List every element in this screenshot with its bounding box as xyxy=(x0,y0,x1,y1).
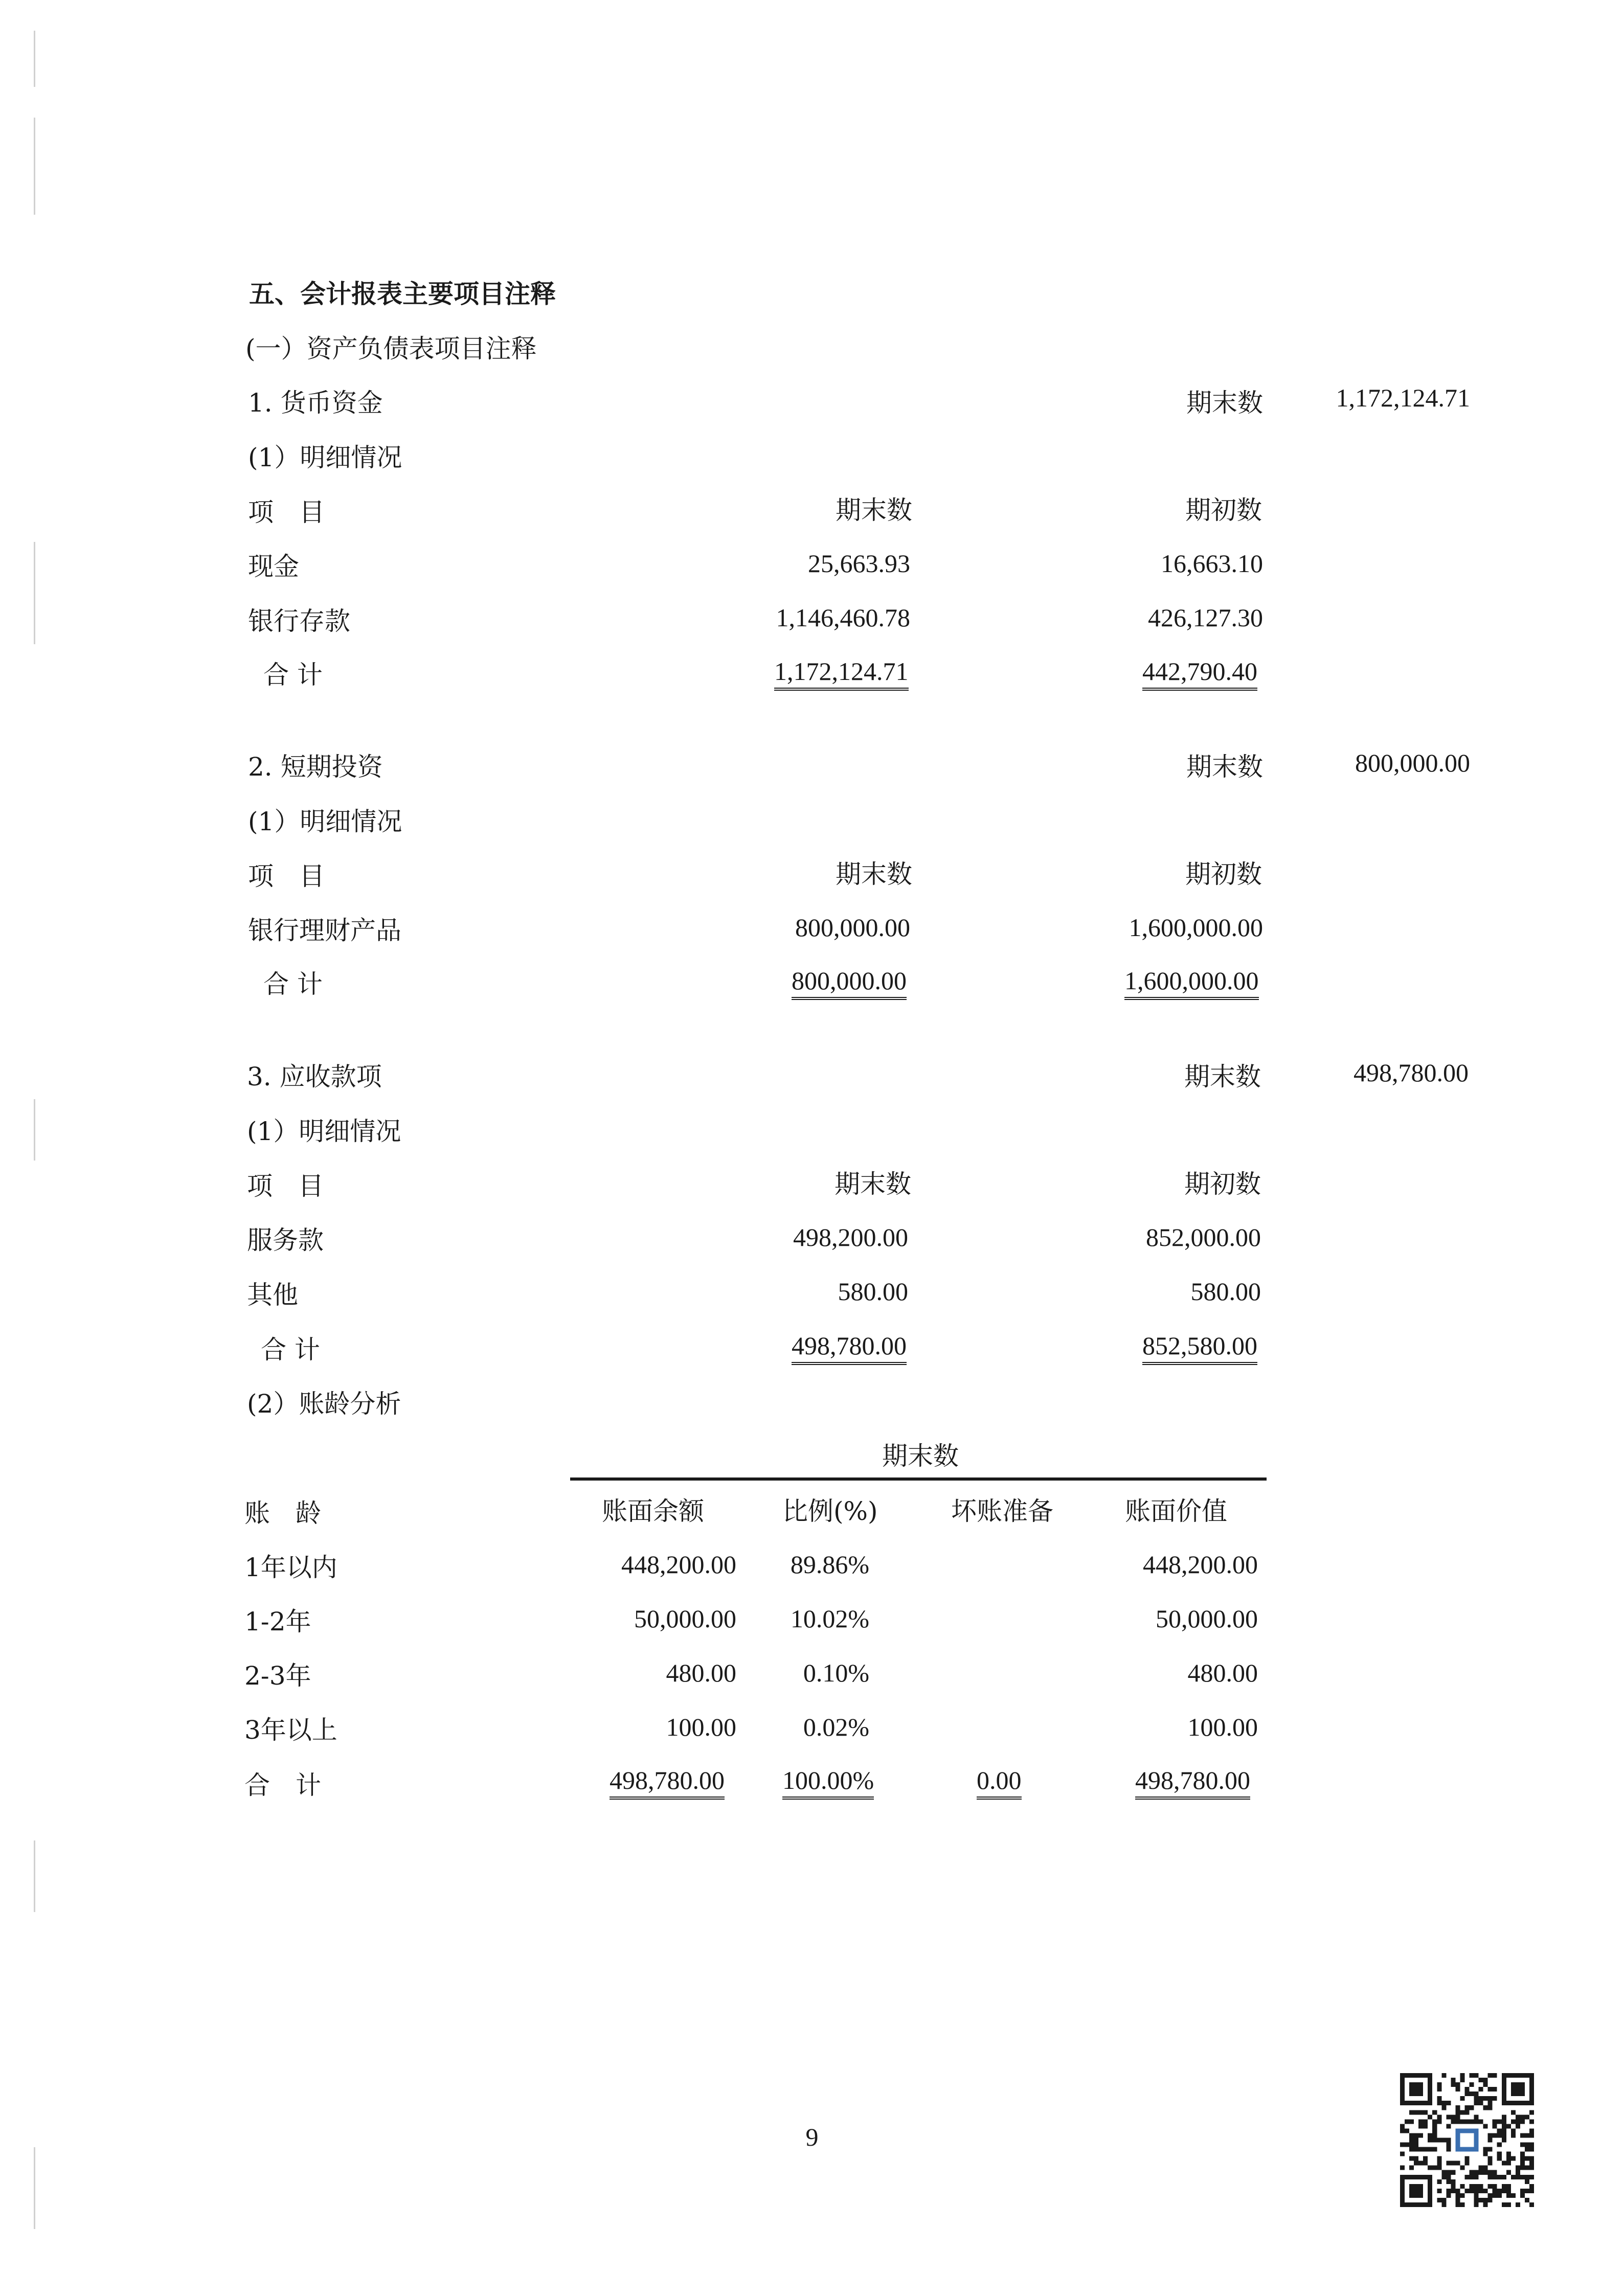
table-row-name: 现金 xyxy=(248,552,299,581)
aging-row-ratio: 89.86% xyxy=(790,1550,869,1579)
aging-row-ratio: 0.02% xyxy=(803,1713,869,1741)
scan-margin-mark xyxy=(34,542,35,644)
aging-title: (2）账龄分析 xyxy=(247,1389,401,1419)
table-row-begin: 1,600,000.00 xyxy=(1129,913,1263,942)
table-total-end: 498,780.00 xyxy=(792,1330,907,1365)
aging-row-ratio: 0.10% xyxy=(803,1658,869,1687)
aging-col-age: 账 龄 xyxy=(244,1498,321,1528)
table-row-end: 498,200.00 xyxy=(793,1223,908,1252)
table-total-begin: 1,600,000.00 xyxy=(1124,965,1259,1000)
aging-col-provision: 坏账准备 xyxy=(951,1496,1053,1526)
scan-margin-mark xyxy=(34,1099,35,1161)
table-total-begin: 852,580.00 xyxy=(1142,1330,1257,1365)
aging-total-ratio: 100.00% xyxy=(782,1765,874,1800)
qr-code-icon xyxy=(1400,2073,1534,2207)
aging-row-age: 1年以内 xyxy=(244,1553,337,1582)
section-3-title: 3. 应收款项 xyxy=(247,1062,382,1092)
section-2-detail-title: (1）明细情况 xyxy=(248,807,402,836)
table-row-begin: 852,000.00 xyxy=(1146,1223,1261,1252)
aging-total-age: 合 计 xyxy=(244,1770,321,1800)
table-row-name: 银行理财产品 xyxy=(248,916,401,945)
scan-margin-mark xyxy=(34,118,35,215)
table-row-begin: 16,663.10 xyxy=(1161,549,1263,578)
table-row-end: 25,663.93 xyxy=(808,549,910,578)
section-2-end-label: 期末数 xyxy=(1186,752,1263,782)
scan-margin-mark xyxy=(34,31,35,87)
scan-margin-mark xyxy=(34,1840,35,1912)
section-1-col-item: 项 目 xyxy=(248,497,325,527)
section-1-col-begin: 期初数 xyxy=(1185,495,1262,525)
scan-margin-mark xyxy=(34,2147,35,2229)
section-2-title: 2. 短期投资 xyxy=(248,752,383,782)
aging-row-ratio: 10.02% xyxy=(790,1604,869,1633)
section-3-col-end: 期末数 xyxy=(834,1169,911,1199)
page-number: 9 xyxy=(805,2123,819,2151)
table-total-end: 800,000.00 xyxy=(792,965,907,1000)
section-2-col-item: 项 目 xyxy=(248,861,325,891)
aging-row-balance: 100.00 xyxy=(666,1713,736,1741)
aging-row-book: 480.00 xyxy=(1187,1658,1258,1687)
aging-row-book: 448,200.00 xyxy=(1143,1550,1258,1579)
section-1-end-value: 1,172,124.71 xyxy=(1336,383,1470,412)
aging-col-book: 账面价值 xyxy=(1125,1496,1227,1526)
table-total-begin: 442,790.40 xyxy=(1142,656,1257,691)
aging-group-header: 期末数 xyxy=(882,1441,959,1471)
table-row-end: 1,146,460.78 xyxy=(776,603,910,632)
aging-row-book: 100.00 xyxy=(1187,1713,1258,1741)
sub-heading: (一）资产负债表项目注释 xyxy=(245,334,537,363)
section-1-detail-title: (1）明细情况 xyxy=(248,443,402,472)
table-row-name: 其他 xyxy=(247,1280,298,1310)
aging-row-balance: 50,000.00 xyxy=(634,1604,736,1633)
aging-col-ratio: 比例(%) xyxy=(782,1496,878,1526)
section-2-end-value: 800,000.00 xyxy=(1355,748,1470,777)
table-total-name: 合 计 xyxy=(263,660,323,690)
section-heading: 五、会计报表主要项目注释 xyxy=(249,279,556,309)
aging-total-book: 498,780.00 xyxy=(1135,1765,1250,1800)
aging-col-balance: 账面余额 xyxy=(602,1496,704,1526)
table-total-end: 1,172,124.71 xyxy=(774,656,909,691)
section-1-end-label: 期末数 xyxy=(1186,388,1263,418)
table-total-name: 合 计 xyxy=(261,1335,320,1365)
table-row-name: 服务款 xyxy=(247,1225,324,1255)
section-1-col-end: 期末数 xyxy=(836,495,912,525)
table-row-end: 800,000.00 xyxy=(795,913,910,942)
aging-header-rule xyxy=(570,1477,1267,1481)
table-row-name: 银行存款 xyxy=(248,606,350,636)
section-3-col-begin: 期初数 xyxy=(1184,1169,1261,1199)
aging-row-balance: 480.00 xyxy=(666,1658,736,1687)
aging-row-age: 2-3年 xyxy=(244,1661,311,1691)
section-3-col-item: 项 目 xyxy=(247,1171,324,1201)
aging-total-provision: 0.00 xyxy=(977,1765,1022,1800)
aging-row-balance: 448,200.00 xyxy=(621,1550,736,1579)
aging-row-age: 1-2年 xyxy=(244,1607,311,1636)
section-2-col-end: 期末数 xyxy=(836,859,912,889)
section-3-detail-title: (1）明细情况 xyxy=(247,1117,401,1146)
table-row-end: 580.00 xyxy=(838,1277,908,1306)
section-3-end-label: 期末数 xyxy=(1184,1062,1261,1092)
aging-total-balance: 498,780.00 xyxy=(610,1765,725,1800)
table-total-name: 合 计 xyxy=(263,969,323,999)
section-1-title: 1. 货币资金 xyxy=(248,388,383,418)
section-3-end-value: 498,780.00 xyxy=(1354,1058,1469,1087)
table-row-begin: 426,127.30 xyxy=(1148,603,1263,632)
aging-row-age: 3年以上 xyxy=(244,1715,337,1745)
table-row-begin: 580.00 xyxy=(1190,1277,1261,1306)
aging-row-book: 50,000.00 xyxy=(1156,1604,1258,1633)
section-2-col-begin: 期初数 xyxy=(1185,859,1262,889)
